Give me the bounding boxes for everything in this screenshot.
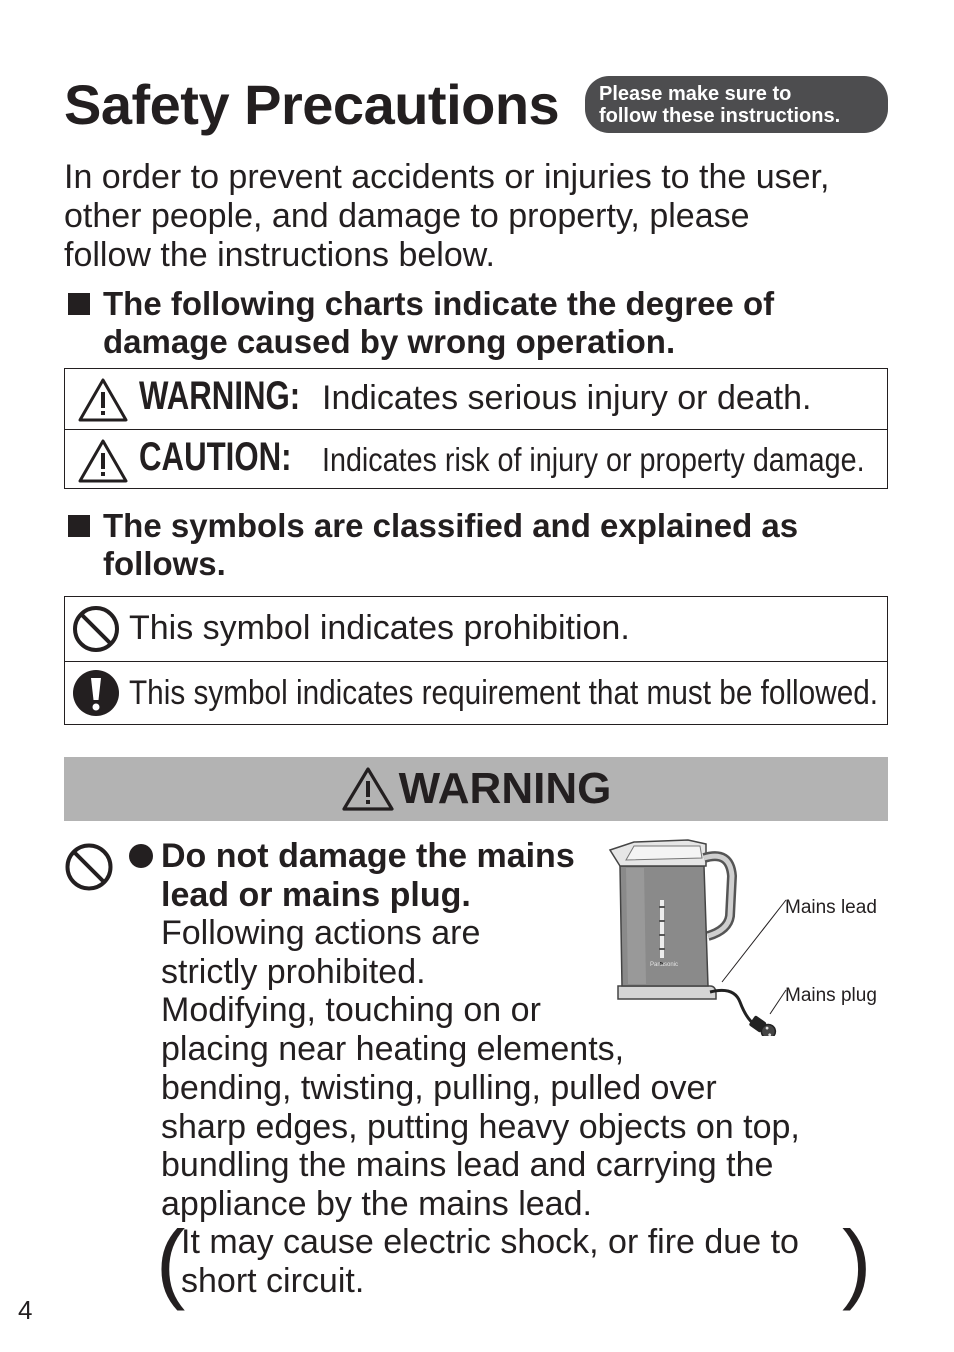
item-body-line: strictly prohibited. <box>161 952 426 991</box>
item-body-line: bundling the mains lead and carrying the <box>161 1146 774 1185</box>
heading-line: The symbols are classified and explained as <box>103 507 799 544</box>
page-number: 4 <box>18 1295 33 1325</box>
warning-triangle-icon <box>77 377 129 423</box>
requirement-row <box>65 661 887 724</box>
heading-line: damage caused by wrong operation. <box>103 323 676 360</box>
mains-lead-label: Mains lead <box>785 897 877 918</box>
item-note-line: It may cause electric shock, or fire due to <box>181 1223 799 1261</box>
item-body-line: Following actions are <box>161 914 481 952</box>
symbols-heading <box>64 507 894 583</box>
item-heading-line: Do not damage the mains <box>161 837 575 875</box>
heading-line: follows. <box>103 545 226 582</box>
mains-plug-label: Mains plug <box>785 985 877 1006</box>
requirement-description: This symbol indicates requirement that must be followed. <box>129 674 879 712</box>
warning-triangle-icon <box>77 438 129 484</box>
item-heading-line: lead or mains plug. <box>161 875 471 914</box>
degree-table <box>64 368 888 489</box>
heading-line: The following charts indicate the degree of <box>103 285 775 322</box>
caution-label: CAUTION: <box>139 435 292 479</box>
item-note-line: short circuit. <box>181 1261 365 1300</box>
note-line: follow these instructions. <box>599 105 841 127</box>
close-paren: ) <box>842 1212 872 1311</box>
intro-line: other people, and damage to property, please <box>64 197 750 235</box>
item-heading <box>161 837 575 914</box>
intro-line: In order to prevent accidents or injuries to the user, <box>64 158 830 196</box>
prohibition-icon <box>64 842 114 892</box>
round-bullet-icon <box>129 844 153 868</box>
warning-banner <box>64 757 888 821</box>
warning-description: Indicates serious injury or death. <box>322 379 812 417</box>
open-paren: ( <box>156 1212 186 1311</box>
square-bullet-icon <box>68 515 90 537</box>
intro-paragraph <box>64 158 894 275</box>
caution-description: Indicates risk of injury or property damage. <box>322 441 865 478</box>
item-body-line: Modifying, touching on or <box>161 991 541 1030</box>
prohibition-row <box>65 597 887 661</box>
prohibition-icon <box>72 605 120 653</box>
warning-row <box>65 369 887 429</box>
note-line: Please make sure to <box>599 83 792 105</box>
item-body-line: sharp edges, putting heavy objects on top, <box>161 1107 800 1146</box>
warning-label: WARNING: <box>139 374 301 418</box>
symbols-table <box>64 596 888 725</box>
warning-triangle-icon <box>341 766 395 812</box>
item-body-line: placing near heating elements, <box>161 1030 625 1069</box>
degree-heading <box>64 285 894 361</box>
square-bullet-icon <box>68 293 90 315</box>
warning-banner-label: WARNING <box>398 764 612 813</box>
exclamation-icon <box>72 669 120 717</box>
kettle-brand-label: Panasonic <box>650 962 679 968</box>
page-title: Safety Precautions <box>64 73 560 136</box>
item-body-line: appliance by the mains lead. <box>161 1184 592 1223</box>
caution-row <box>65 429 887 488</box>
instruction-note-badge <box>585 76 888 133</box>
item-body-line: bending, twisting, pulling, pulled over <box>161 1068 717 1107</box>
intro-line: follow the instructions below. <box>64 236 495 274</box>
prohibition-description: This symbol indicates prohibition. <box>129 609 630 647</box>
item-note <box>181 1223 799 1300</box>
kettle-illustration <box>604 836 804 1036</box>
